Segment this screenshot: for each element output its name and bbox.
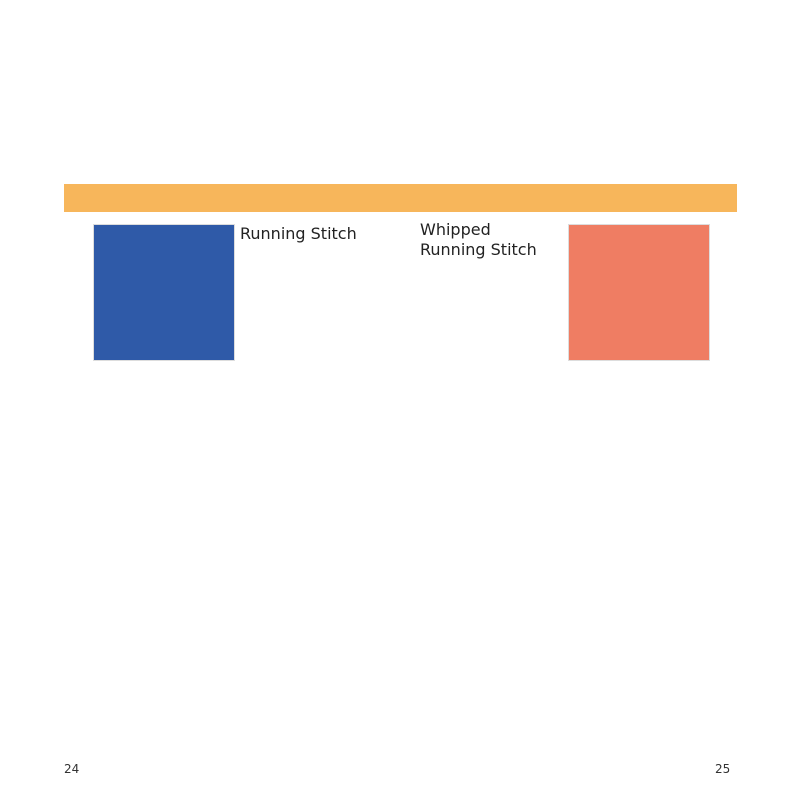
left-title: Running Stitch (240, 224, 357, 243)
whipped-hero (568, 224, 710, 361)
running-stitch-hero (93, 224, 235, 361)
page-number-right: 25 (715, 762, 731, 776)
right-title-1: Whipped (420, 220, 491, 239)
top-banner (64, 184, 737, 212)
page-number-left: 24 (64, 762, 80, 776)
right-title-2: Running Stitch (420, 240, 537, 259)
